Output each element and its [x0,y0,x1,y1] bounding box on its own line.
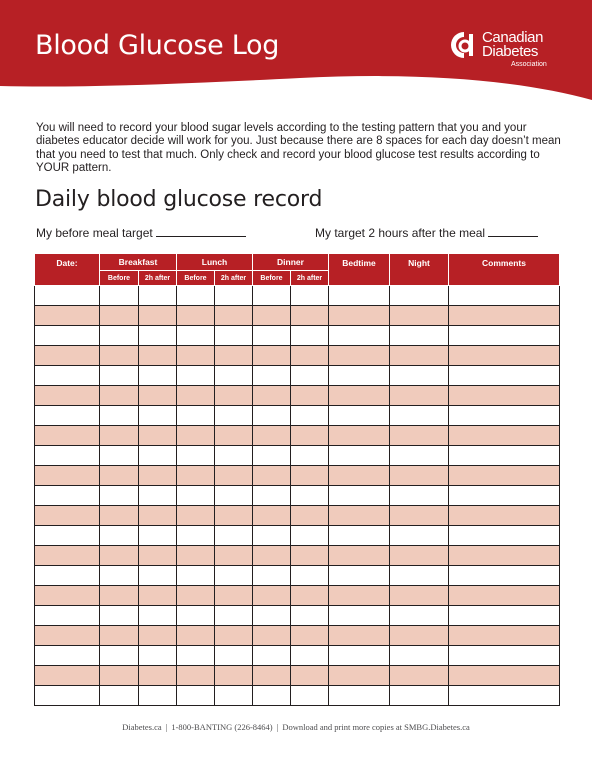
table-cell[interactable] [253,646,291,666]
table-cell[interactable] [291,686,329,706]
table-cell[interactable] [253,526,291,546]
table-cell[interactable] [35,686,100,706]
header-lunch-after: 2h after [215,271,253,286]
before-meal-target-label: My before meal target [36,226,153,240]
table-row [35,406,560,426]
table-cell[interactable] [390,386,449,406]
table-cell[interactable] [35,426,100,446]
table-cell[interactable] [215,386,253,406]
table-cell[interactable] [291,426,329,446]
table-cell[interactable] [35,526,100,546]
table-row [35,526,560,546]
table-cell[interactable] [35,346,100,366]
table-cell[interactable] [291,606,329,626]
after-meal-target-label: My target 2 hours after the meal [315,226,486,240]
table-cell[interactable] [253,326,291,346]
table-cell[interactable] [35,506,100,526]
table-cell[interactable] [449,426,560,446]
table-cell[interactable] [291,666,329,686]
table-cell[interactable] [329,606,390,626]
table-cell[interactable] [35,446,100,466]
table-cell[interactable] [329,306,390,326]
table-cell[interactable] [139,606,177,626]
table-cell[interactable] [35,586,100,606]
table-cell[interactable] [100,326,139,346]
table-cell[interactable] [329,646,390,666]
table-cell[interactable] [139,506,177,526]
table-cell[interactable] [329,506,390,526]
header-dinner-after: 2h after [291,271,329,286]
table-cell[interactable] [177,686,215,706]
table-cell[interactable] [253,386,291,406]
table-cell[interactable] [253,626,291,646]
table-cell[interactable] [177,286,215,306]
table-cell[interactable] [390,306,449,326]
after-meal-target-field[interactable] [488,225,538,237]
table-cell[interactable] [390,606,449,626]
table-cell[interactable] [449,586,560,606]
table-row [35,286,560,306]
table-cell[interactable] [253,366,291,386]
table-cell[interactable] [291,326,329,346]
page-header [0,0,592,110]
table-cell[interactable] [329,466,390,486]
table-cell[interactable] [177,646,215,666]
header-date: Date: [35,254,100,286]
table-cell[interactable] [390,406,449,426]
table-cell[interactable] [449,506,560,526]
table-cell[interactable] [291,526,329,546]
table-cell[interactable] [215,506,253,526]
table-cell[interactable] [177,386,215,406]
table-cell[interactable] [215,586,253,606]
table-cell[interactable] [329,546,390,566]
table-cell[interactable] [253,286,291,306]
table-row [35,466,560,486]
table-row [35,666,560,686]
header-breakfast-before: Before [100,271,139,286]
table-cell[interactable] [291,446,329,466]
table-cell[interactable] [215,286,253,306]
table-cell[interactable] [253,566,291,586]
table-cell[interactable] [177,566,215,586]
table-cell[interactable] [215,666,253,686]
logo-line-3: Association [511,61,547,68]
table-cell[interactable] [390,286,449,306]
table-cell[interactable] [329,626,390,646]
table-cell[interactable] [449,666,560,686]
table-cell[interactable] [253,506,291,526]
table-cell[interactable] [215,546,253,566]
table-cell[interactable] [291,286,329,306]
table-cell[interactable] [390,626,449,646]
table-cell[interactable] [139,426,177,446]
table-cell[interactable] [291,366,329,386]
table-cell[interactable] [139,586,177,606]
table-cell[interactable] [100,406,139,426]
table-cell[interactable] [35,626,100,646]
table-cell[interactable] [177,526,215,546]
table-cell[interactable] [177,606,215,626]
table-cell[interactable] [449,626,560,646]
table-cell[interactable] [139,546,177,566]
table-cell[interactable] [449,546,560,566]
logo-line-2: Diabetes [482,43,539,60]
table-cell[interactable] [139,446,177,466]
table-cell[interactable] [35,366,100,386]
page-title: Blood Glucose Log [35,30,280,61]
table-cell[interactable] [390,326,449,346]
table-cell[interactable] [449,286,560,306]
table-cell[interactable] [291,546,329,566]
footer-phone: 1-800-BANTING (226-8464) [171,722,273,732]
table-cell[interactable] [329,486,390,506]
table-cell[interactable] [390,666,449,686]
table-cell[interactable] [253,346,291,366]
header-lunch-before: Before [177,271,215,286]
table-cell[interactable] [253,606,291,626]
table-cell[interactable] [291,566,329,586]
table-cell[interactable] [291,386,329,406]
table-cell[interactable] [35,466,100,486]
table-cell[interactable] [390,566,449,586]
header-breakfast-after: 2h after [139,271,177,286]
table-cell[interactable] [35,486,100,506]
header-breakfast: Breakfast [100,254,177,271]
table-cell[interactable] [449,526,560,546]
table-cell[interactable] [449,486,560,506]
before-meal-target-field[interactable] [156,225,246,237]
table-cell[interactable] [139,286,177,306]
table-cell[interactable] [329,566,390,586]
table-cell[interactable] [329,686,390,706]
table-cell[interactable] [177,466,215,486]
table-cell[interactable] [35,666,100,686]
table-cell[interactable] [100,526,139,546]
table-cell[interactable] [139,626,177,646]
table-cell[interactable] [215,646,253,666]
table-cell[interactable] [35,546,100,566]
table-cell[interactable] [177,506,215,526]
table-cell[interactable] [177,366,215,386]
table-cell[interactable] [390,486,449,506]
table-cell[interactable] [329,366,390,386]
table-cell[interactable] [449,306,560,326]
table-cell[interactable] [100,446,139,466]
table-cell[interactable] [139,406,177,426]
table-cell[interactable] [329,406,390,426]
table-cell[interactable] [215,486,253,506]
table-cell[interactable] [253,546,291,566]
table-cell[interactable] [139,566,177,586]
table-cell[interactable] [449,386,560,406]
table-cell[interactable] [177,586,215,606]
page-footer: Diabetes.ca | 1-800-BANTING (226-8464) | Download and print more copies at SMBG.Diabetes.ca [122,722,470,732]
table-cell[interactable] [100,566,139,586]
table-cell[interactable] [390,546,449,566]
table-cell[interactable] [139,646,177,666]
table-cell[interactable] [291,466,329,486]
table-cell[interactable] [291,406,329,426]
table-cell[interactable] [449,606,560,626]
table-cell[interactable] [177,486,215,506]
table-cell[interactable] [390,346,449,366]
table-cell[interactable] [329,446,390,466]
table-row [35,506,560,526]
table-cell[interactable] [329,386,390,406]
table-cell[interactable] [35,306,100,326]
table-cell[interactable] [139,306,177,326]
table-cell[interactable] [449,366,560,386]
cda-logo-icon [449,30,479,60]
table-cell[interactable] [100,686,139,706]
table-cell[interactable] [35,286,100,306]
before-meal-target [36,225,246,240]
table-cell[interactable] [215,466,253,486]
table-cell[interactable] [253,406,291,426]
table-cell[interactable] [390,426,449,446]
logo-line-1: Canadian [482,29,544,46]
table-cell[interactable] [390,646,449,666]
table-cell[interactable] [215,686,253,706]
table-cell[interactable] [215,446,253,466]
table-cell[interactable] [329,666,390,686]
table-cell[interactable] [35,326,100,346]
table-cell[interactable] [215,626,253,646]
table-cell[interactable] [100,666,139,686]
table-cell[interactable] [177,546,215,566]
table-row [35,486,560,506]
table-cell[interactable] [253,486,291,506]
table-cell[interactable] [215,306,253,326]
table-cell[interactable] [139,366,177,386]
table-cell[interactable] [177,406,215,426]
table-cell[interactable] [100,306,139,326]
table-cell[interactable] [329,586,390,606]
table-cell[interactable] [100,286,139,306]
table-cell[interactable] [100,486,139,506]
table-cell[interactable] [100,506,139,526]
table-cell[interactable] [215,606,253,626]
table-row [35,446,560,466]
table-cell[interactable] [139,526,177,546]
header-night: Night [390,254,449,286]
table-cell[interactable] [215,346,253,366]
table-cell[interactable] [177,346,215,366]
table-cell[interactable] [35,406,100,426]
table-cell[interactable] [449,406,560,426]
table-cell[interactable] [100,426,139,446]
table-cell[interactable] [100,646,139,666]
footer-note: Download and print more copies at SMBG.Diabetes.ca [282,722,470,732]
table-row [35,566,560,586]
table-cell[interactable] [35,606,100,626]
table-row [35,366,560,386]
table-cell[interactable] [139,386,177,406]
table-row [35,306,560,326]
table-cell[interactable] [100,386,139,406]
table-cell[interactable] [215,326,253,346]
table-cell[interactable] [35,566,100,586]
table-cell[interactable] [253,666,291,686]
table-cell[interactable] [449,686,560,706]
table-cell[interactable] [449,646,560,666]
table-cell[interactable] [253,466,291,486]
table-cell[interactable] [329,526,390,546]
table-cell[interactable] [215,566,253,586]
table-cell[interactable] [329,326,390,346]
table-cell[interactable] [291,346,329,366]
table-cell[interactable] [35,646,100,666]
table-cell[interactable] [253,426,291,446]
table-cell[interactable] [177,306,215,326]
table-cell[interactable] [215,426,253,446]
table-cell[interactable] [449,466,560,486]
table-cell[interactable] [253,586,291,606]
table-row [35,606,560,626]
table-cell[interactable] [139,486,177,506]
table-cell[interactable] [390,686,449,706]
footer-site: Diabetes.ca [122,722,162,732]
table-row [35,586,560,606]
table-cell[interactable] [449,566,560,586]
table-cell[interactable] [291,506,329,526]
table-cell[interactable] [100,606,139,626]
table-cell[interactable] [139,686,177,706]
table-cell[interactable] [253,306,291,326]
table-cell[interactable] [100,546,139,566]
table-cell[interactable] [390,506,449,526]
table-cell[interactable] [100,366,139,386]
table-cell[interactable] [390,586,449,606]
table-cell[interactable] [215,366,253,386]
table-cell[interactable] [329,286,390,306]
table-cell[interactable] [177,666,215,686]
log-body [35,286,560,706]
table-row [35,626,560,646]
table-cell[interactable] [100,626,139,646]
table-cell[interactable] [291,306,329,326]
header-bedtime: Bedtime [329,254,390,286]
table-cell[interactable] [177,326,215,346]
table-cell[interactable] [177,626,215,646]
table-cell[interactable] [139,466,177,486]
table-cell[interactable] [100,586,139,606]
table-row [35,546,560,566]
table-cell[interactable] [139,346,177,366]
section-title: Daily blood glucose record [35,187,323,212]
table-cell[interactable] [177,446,215,466]
table-cell[interactable] [215,526,253,546]
table-cell[interactable] [291,486,329,506]
table-row [35,346,560,366]
table-cell[interactable] [35,386,100,406]
after-meal-target [315,225,538,240]
table-cell[interactable] [329,426,390,446]
table-cell[interactable] [100,346,139,366]
table-cell[interactable] [291,626,329,646]
table-cell[interactable] [390,446,449,466]
table-cell[interactable] [291,646,329,666]
table-cell[interactable] [100,466,139,486]
table-cell[interactable] [253,446,291,466]
table-cell[interactable] [215,406,253,426]
table-cell[interactable] [449,326,560,346]
table-cell[interactable] [253,686,291,706]
table-row [35,646,560,666]
table-cell[interactable] [390,366,449,386]
table-cell[interactable] [139,666,177,686]
header-lunch: Lunch [177,254,253,271]
header-comments: Comments [449,254,560,286]
table-cell[interactable] [291,586,329,606]
table-cell[interactable] [390,466,449,486]
cda-logo [449,30,564,78]
header-dinner-before: Before [253,271,291,286]
table-row [35,326,560,346]
table-row [35,686,560,706]
table-cell[interactable] [390,526,449,546]
table-cell[interactable] [329,346,390,366]
table-row [35,426,560,446]
glucose-log-table [34,253,560,706]
table-cell[interactable] [449,446,560,466]
table-cell[interactable] [139,326,177,346]
header-dinner: Dinner [253,254,329,271]
intro-paragraph: You will need to record your blood sugar levels according to the testing pattern that you and your diabetes educator decide will work for you. Just because there are 8 spaces for each day doesn’t mean that you need to test that much. Only check and record your blood glucose test results according to YOUR pattern. [36,122,561,175]
table-cell[interactable] [177,426,215,446]
table-row [35,386,560,406]
table-cell[interactable] [449,346,560,366]
